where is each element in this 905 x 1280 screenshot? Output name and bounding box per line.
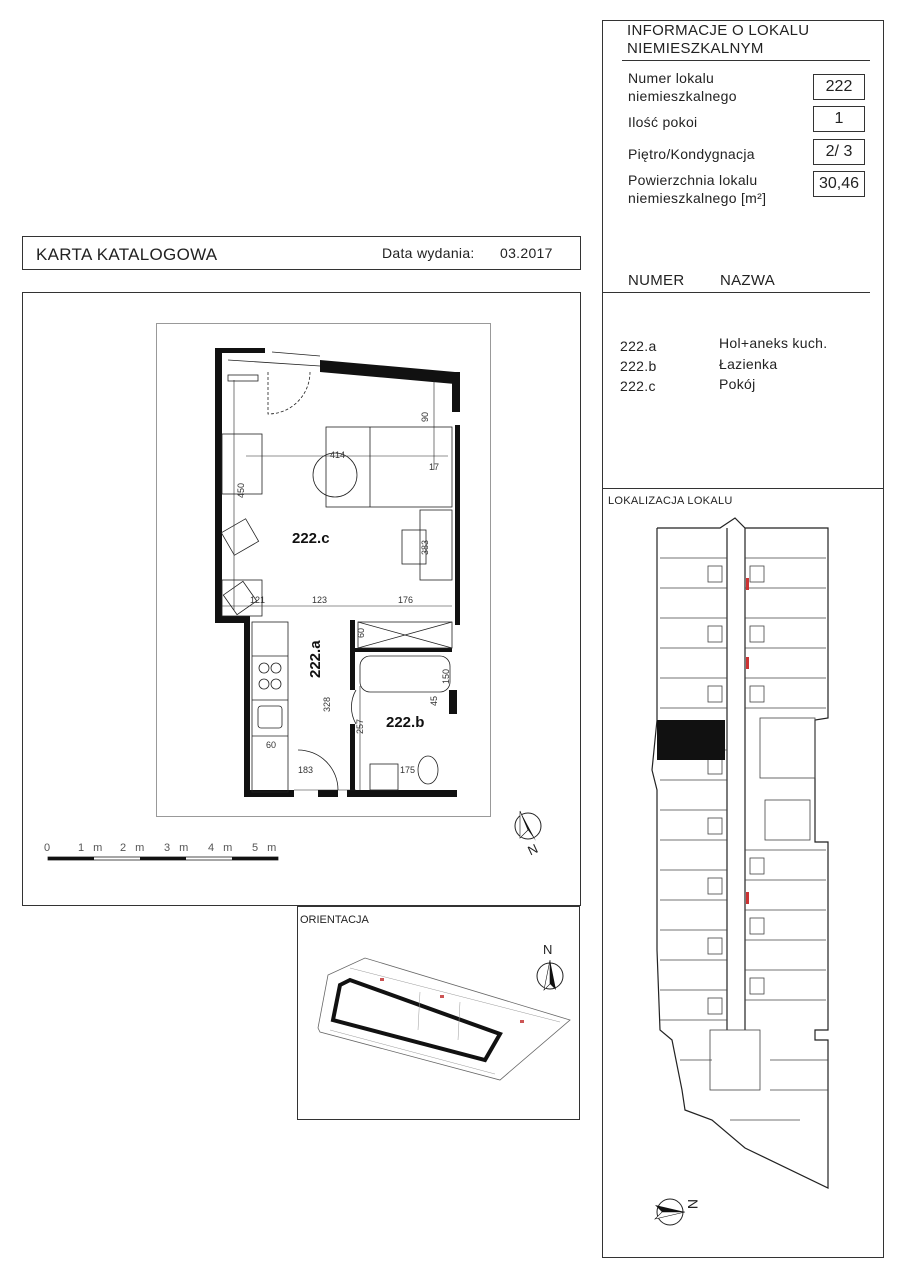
dim-90: 90	[420, 411, 430, 422]
row-number-label2: niemieszkalnego	[628, 88, 737, 104]
row-floor-label: Piętro/Kondygnacja	[628, 146, 755, 162]
room-b-name: Łazienka	[719, 356, 778, 372]
row-rooms-label: Ilość pokoi	[628, 114, 698, 130]
dim-123: 123	[312, 595, 328, 605]
dim-45: 45	[429, 695, 439, 706]
room-a-num: 222.a	[620, 338, 657, 354]
catalog-title: KARTA KATALOGOWA	[36, 245, 218, 264]
scale-label-2: 2 m	[120, 842, 148, 854]
date-value: 03.2017	[500, 245, 553, 261]
row-area-label2: niemieszkalnego [m²]	[628, 190, 767, 206]
scale-label-0: 0	[44, 842, 51, 854]
scale-label-5: 5 m	[252, 842, 280, 854]
room-a-name: Hol+aneks kuch.	[719, 335, 828, 351]
room-c-label: 222.c	[292, 530, 330, 547]
row-area-label1: Powierzchnia lokalu	[628, 172, 758, 188]
orientacja-north-label: N	[543, 942, 553, 957]
dim-450: 450	[236, 482, 246, 498]
col-numer-header: NUMER	[628, 272, 685, 289]
room-c-name: Pokój	[719, 376, 756, 392]
dim-257: 257	[355, 718, 365, 734]
lokalizacja-north-label: N	[685, 1198, 702, 1210]
row-area-value: 30,46	[813, 171, 865, 197]
dim-17: 17	[429, 462, 440, 472]
dim-328: 328	[322, 696, 332, 712]
scale-label-3: 3 m	[164, 842, 192, 854]
scale-label-4: 4 m	[208, 842, 236, 854]
room-b-label: 222.b	[386, 714, 425, 731]
orientacja-title: ORIENTACJA	[300, 914, 369, 926]
scale-label-1: 1 m	[78, 842, 106, 854]
plan-north-label: N	[525, 840, 541, 859]
dim-175: 175	[400, 765, 416, 775]
info-title-line1: INFORMACJE O LOKALU	[627, 22, 810, 39]
room-c-num: 222.c	[620, 378, 656, 394]
dim-60-b: 60	[266, 740, 277, 750]
row-rooms-value: 1	[813, 106, 865, 132]
col-nazwa-header: NAZWA	[720, 272, 776, 289]
dim-383: 383	[420, 539, 430, 555]
dim-176: 176	[398, 595, 414, 605]
dim-150: 150	[441, 668, 451, 684]
lokalizacja-title: LOKALIZACJA LOKALU	[608, 495, 733, 507]
orientacja-north-arrow	[530, 956, 574, 1000]
info-title-line2: NIEMIESZKALNYM	[627, 40, 764, 57]
room-a-label: 222.a	[307, 640, 324, 678]
row-number-label1: Numer lokalu	[628, 70, 715, 86]
dim-183: 183	[298, 765, 314, 775]
date-label: Data wydania:	[382, 245, 475, 261]
room-b-num: 222.b	[620, 358, 657, 374]
dim-414: 414	[330, 450, 346, 460]
dim-121: 121	[250, 595, 266, 605]
row-number-value: 222	[813, 74, 865, 100]
dim-60-a: 60	[356, 627, 366, 638]
row-floor-value: 2/ 3	[813, 139, 865, 165]
